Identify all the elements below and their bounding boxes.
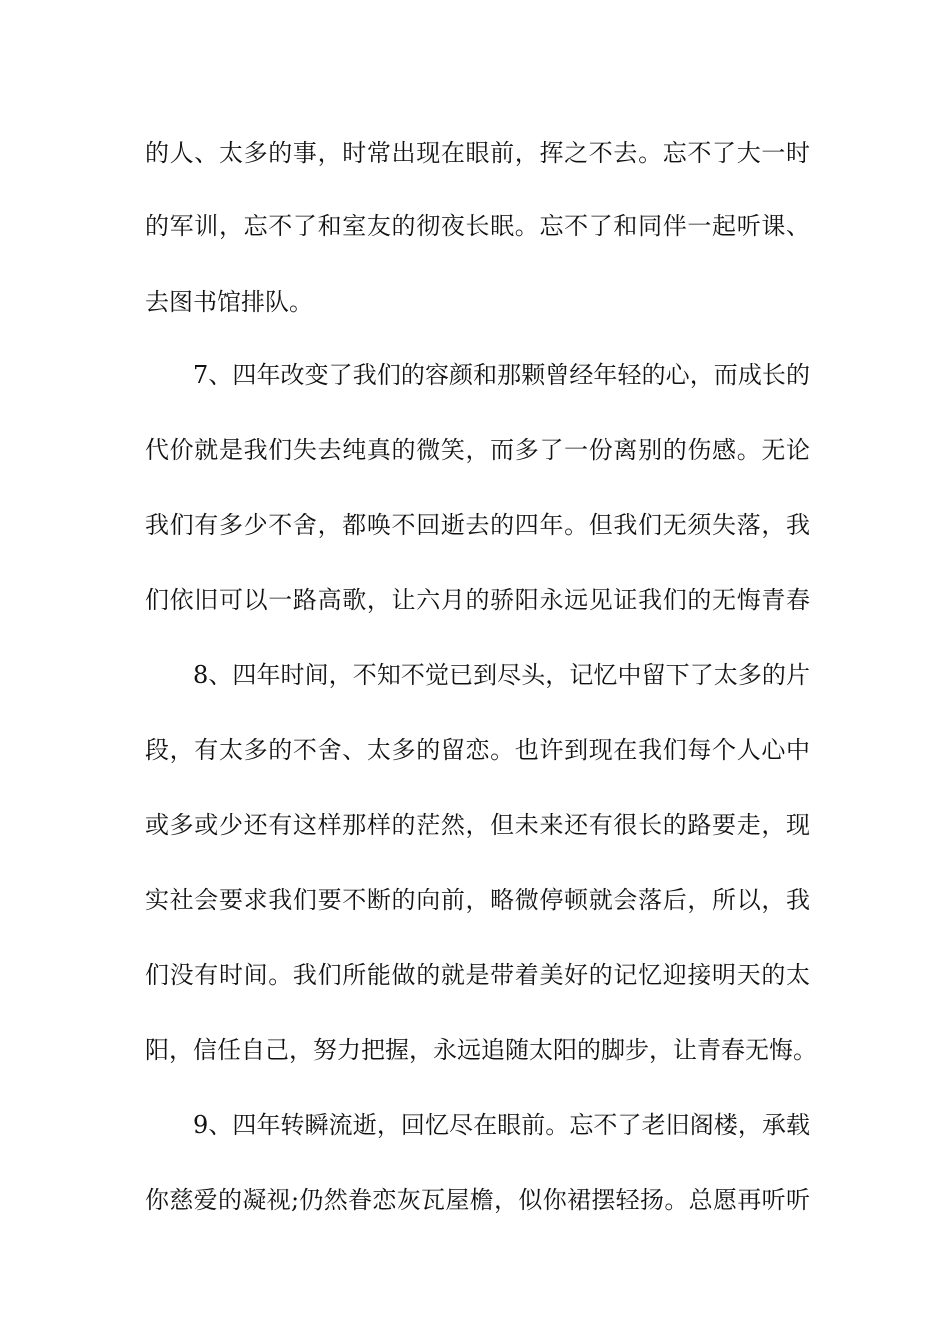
text-line: 的军训，忘不了和室友的彻夜长眠。忘不了和同伴一起听课、 — [145, 212, 810, 240]
paragraph-start-line: 9、四年转瞬流逝，回忆尽在眼前。忘不了老旧阁楼，承载 — [193, 1111, 810, 1139]
text-line: 段，有太多的不舍、太多的留恋。也许到现在我们每个人心中 — [145, 736, 810, 764]
text-line: 的人、太多的事，时常出现在眼前，挥之不去。忘不了大一时 — [145, 139, 810, 167]
text-line: 实社会要求我们要不断的向前，略微停顿就会落后，所以，我 — [145, 886, 810, 914]
text-line: 我们有多少不舍，都唤不回逝去的四年。但我们无须失落，我 — [145, 511, 810, 539]
text-line: 去图书馆排队。 — [145, 288, 313, 316]
paragraph-start-line: 8、四年时间，不知不觉已到尽头，记忆中留下了太多的片 — [193, 661, 810, 689]
text-line: 或多或少还有这样那样的茫然，但未来还有很长的路要走，现 — [145, 811, 810, 839]
text-line: 阳，信任自己，努力把握，永远追随太阳的脚步，让青春无悔。 — [145, 1036, 817, 1064]
text-line: 们没有时间。我们所能做的就是带着美好的记忆迎接明天的太 — [145, 961, 810, 989]
text-line: 们依旧可以一路高歌，让六月的骄阳永远见证我们的无悔青春 — [145, 586, 810, 614]
text-line: 你慈爱的凝视;仍然眷恋灰瓦屋檐，似你裙摆轻扬。总愿再听听 — [145, 1186, 810, 1214]
text-line: 代价就是我们失去纯真的微笑，而多了一份离别的伤感。无论 — [145, 436, 810, 464]
paragraph-start-line: 7、四年改变了我们的容颜和那颗曾经年轻的心，而成长的 — [193, 361, 810, 389]
